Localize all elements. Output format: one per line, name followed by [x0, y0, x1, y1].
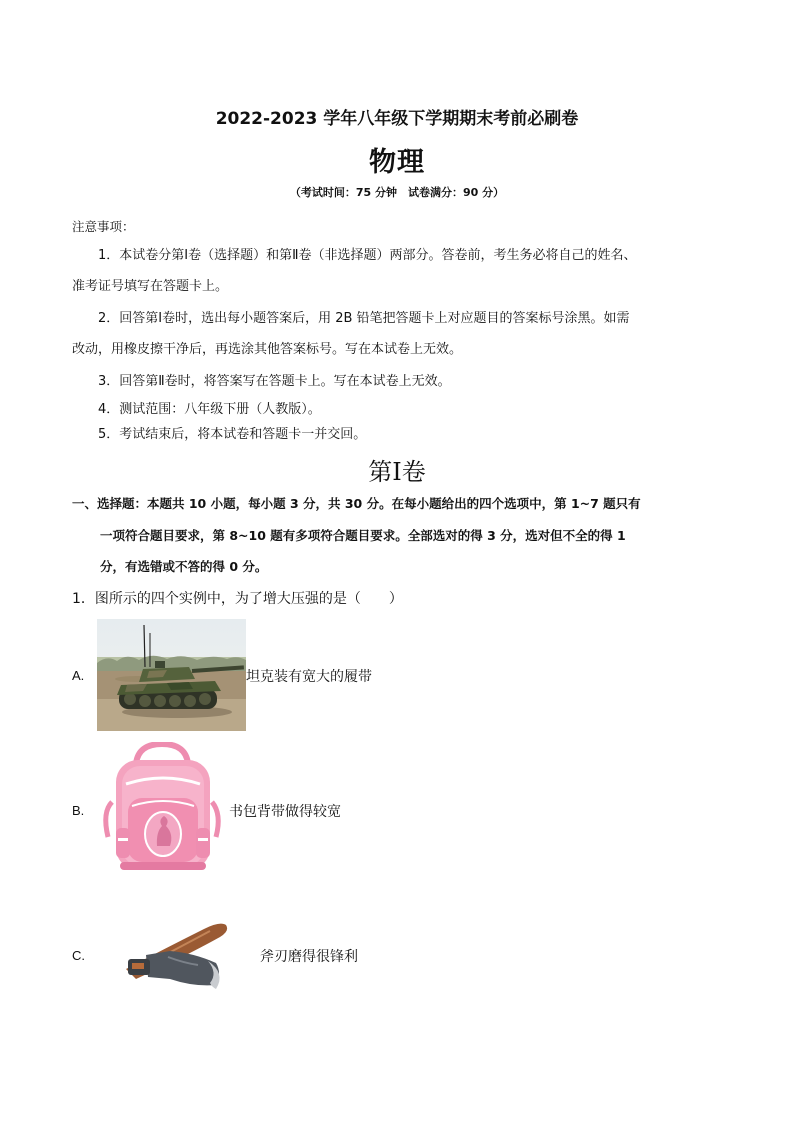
option-b-text: 书包背带做得较宽 — [229, 804, 341, 820]
notice-item-2: 2．回答第Ⅰ卷时，选出每小题答案后，用 2B 铅笔把答题卡上对应题目的答案标号涂黑。如需 — [98, 311, 630, 326]
notice-item-4: 4．测试范围：八年级下册（人教版）。 — [98, 402, 321, 417]
section-title: 第Ⅰ卷 — [368, 458, 426, 486]
option-c-text: 斧刃磨得很锋利 — [260, 949, 358, 965]
backpack-photo — [98, 742, 228, 877]
subject-title: 物理 — [369, 147, 425, 178]
exam-title: 2022-2023 学年八年级下学期期末考前必刷卷 — [215, 109, 579, 129]
notice-item-5: 5．考试结束后，将本试卷和答题卡一并交回。 — [98, 427, 367, 442]
exam-info: （考试时间：75 分钟 试卷满分：90 分） — [289, 186, 505, 199]
option-a-label: A. — [72, 668, 85, 683]
option-c-label: C. — [72, 948, 85, 963]
notice-item-3: 3．回答第Ⅱ卷时，将答案写在答题卡上。写在本试卷上无效。 — [98, 374, 451, 389]
option-a-text: 坦克装有宽大的履带 — [246, 669, 372, 685]
notice-item-1: 1．本试卷分第Ⅰ卷（选择题）和第Ⅱ卷（非选择题）两部分。答卷前，考生务必将自己的姓名、 — [98, 248, 637, 263]
section-instructions-line1: 一、选择题：本题共 10 小题，每小题 3 分，共 30 分。在每小题给出的四个选项中，第 1~7 题只有 — [72, 496, 641, 511]
notice-item-2-cont: 改动，用橡皮擦干净后，再选涂其他答案标号。写在本试卷上无效。 — [72, 342, 463, 357]
axe-photo — [124, 917, 230, 995]
option-b-label: B. — [72, 803, 85, 818]
section-instructions-line3: 分，有选错或不答的得 0 分。 — [100, 559, 268, 574]
question-stem: 1．图所示的四个实例中，为了增大压强的是（ ） — [72, 591, 403, 607]
notice-item-1-cont: 准考证号填写在答题卡上。 — [72, 279, 229, 294]
notice-heading: 注意事项： — [72, 219, 135, 234]
section-instructions-line2: 一项符合题目要求，第 8~10 题有多项符合题目要求。全部选对的得 3 分，选对但不全的得 1 — [100, 528, 626, 543]
tank-photo — [97, 619, 246, 731]
